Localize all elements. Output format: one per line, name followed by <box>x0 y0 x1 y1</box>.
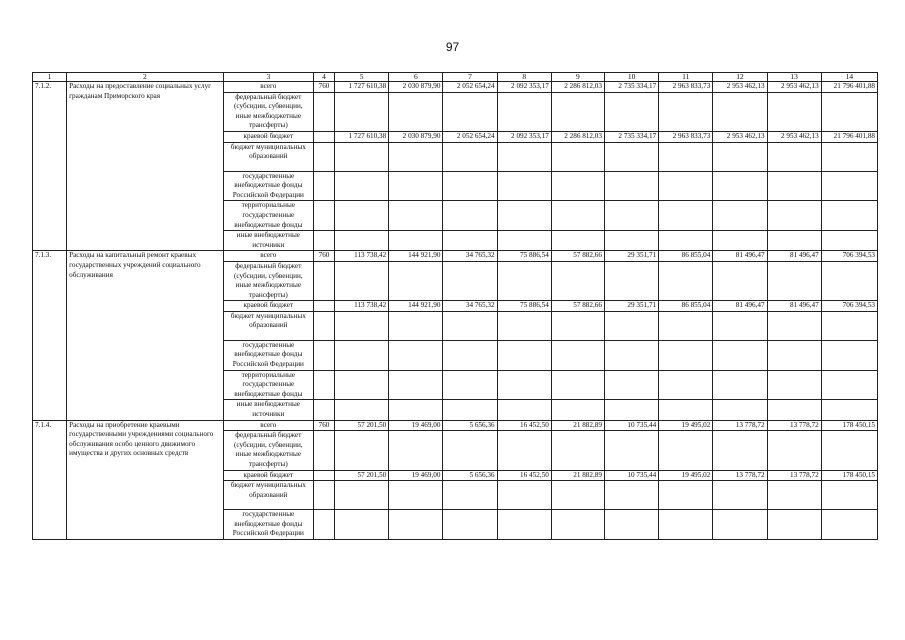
value-cell: 2 286 812,03 <box>551 82 604 93</box>
value-cell: 13 778,72 <box>713 420 767 431</box>
value-cell: 13 778,72 <box>767 470 821 481</box>
empty-cell <box>313 311 334 340</box>
empty-cell <box>821 370 877 400</box>
empty-cell <box>551 431 604 470</box>
column-number: 12 <box>713 73 767 82</box>
column-number: 14 <box>821 73 877 82</box>
empty-cell <box>604 142 658 171</box>
column-number: 4 <box>313 73 334 82</box>
value-cell: 2 963 833,73 <box>659 82 713 93</box>
empty-cell <box>713 311 767 340</box>
value-cell: 2 052 654,24 <box>443 131 497 142</box>
empty-cell <box>604 92 658 131</box>
empty-cell <box>713 201 767 231</box>
empty-cell <box>313 470 334 481</box>
value-cell: 81 496,47 <box>767 301 821 312</box>
value-cell: 13 778,72 <box>767 420 821 431</box>
empty-cell <box>389 231 443 251</box>
empty-cell <box>767 510 821 540</box>
empty-cell <box>821 311 877 340</box>
value-cell: 86 855,04 <box>659 251 713 262</box>
empty-cell <box>767 311 821 340</box>
column-number-row <box>33 73 878 82</box>
empty-cell <box>604 261 658 300</box>
value-cell: 29 351,71 <box>604 251 658 262</box>
value-cell: 178 450,15 <box>821 470 877 481</box>
funding-source: федеральный бюджет (субсидии, субвенции, иные межбюджетные трансферты) <box>223 92 313 131</box>
empty-cell <box>821 231 877 251</box>
empty-cell <box>443 510 497 540</box>
empty-cell <box>713 481 767 510</box>
row-kod: 760 <box>313 82 334 93</box>
value-cell: 5 656,36 <box>443 420 497 431</box>
column-number: 8 <box>497 73 551 82</box>
empty-cell <box>821 142 877 171</box>
empty-cell <box>313 171 334 201</box>
empty-cell <box>821 400 877 420</box>
empty-cell <box>313 261 334 300</box>
empty-cell <box>604 231 658 251</box>
column-number: 2 <box>67 73 224 82</box>
value-cell: 1 727 610,38 <box>335 82 389 93</box>
column-number: 7 <box>443 73 497 82</box>
column-number: 11 <box>659 73 713 82</box>
value-cell: 75 886,54 <box>497 251 551 262</box>
funding-source: территориальные государственные внебюджетные фонды <box>223 370 313 400</box>
empty-cell <box>604 481 658 510</box>
value-cell: 81 496,47 <box>767 251 821 262</box>
empty-cell <box>497 311 551 340</box>
funding-source: федеральный бюджет (субсидии, субвенции, иные межбюджетные трансферты) <box>223 431 313 470</box>
empty-cell <box>443 92 497 131</box>
empty-cell <box>767 340 821 370</box>
empty-cell <box>604 311 658 340</box>
empty-cell <box>335 400 389 420</box>
empty-cell <box>659 231 713 251</box>
empty-cell <box>335 370 389 400</box>
value-cell: 57 201,50 <box>335 470 389 481</box>
table-row <box>33 251 878 262</box>
empty-cell <box>497 171 551 201</box>
funding-source: иные внебюджетные источники <box>223 400 313 420</box>
empty-cell <box>389 400 443 420</box>
empty-cell <box>443 201 497 231</box>
value-cell: 21 882,89 <box>551 420 604 431</box>
empty-cell <box>604 400 658 420</box>
empty-cell <box>551 142 604 171</box>
row-code: 7.1.2. <box>33 82 67 251</box>
empty-cell <box>551 510 604 540</box>
empty-cell <box>659 171 713 201</box>
empty-cell <box>497 261 551 300</box>
value-cell: 57 201,50 <box>335 420 389 431</box>
empty-cell <box>313 370 334 400</box>
empty-cell <box>389 370 443 400</box>
empty-cell <box>313 400 334 420</box>
empty-cell <box>659 431 713 470</box>
value-cell: 75 886,54 <box>497 301 551 312</box>
empty-cell <box>604 431 658 470</box>
value-cell: 81 496,47 <box>713 301 767 312</box>
empty-cell <box>313 231 334 251</box>
row-code: 7.1.4. <box>33 420 67 539</box>
empty-cell <box>389 261 443 300</box>
value-cell: 86 855,04 <box>659 301 713 312</box>
table-row <box>33 82 878 93</box>
empty-cell <box>821 340 877 370</box>
empty-cell <box>443 431 497 470</box>
empty-cell <box>713 261 767 300</box>
value-cell: 2 953 462,13 <box>713 131 767 142</box>
empty-cell <box>443 370 497 400</box>
empty-cell <box>659 340 713 370</box>
budget-table <box>32 72 878 540</box>
empty-cell <box>713 510 767 540</box>
empty-cell <box>821 431 877 470</box>
empty-cell <box>551 311 604 340</box>
empty-cell <box>713 231 767 251</box>
value-cell: 16 452,50 <box>497 420 551 431</box>
empty-cell <box>497 201 551 231</box>
value-cell: 19 495,02 <box>659 470 713 481</box>
empty-cell <box>497 92 551 131</box>
row-name: Расходы на предоставление социальных услуг гражданам Приморского края <box>67 82 224 251</box>
value-cell: 2 286 812,03 <box>551 131 604 142</box>
empty-cell <box>497 370 551 400</box>
column-number: 9 <box>551 73 604 82</box>
empty-cell <box>443 400 497 420</box>
empty-cell <box>313 142 334 171</box>
value-cell: 2 092 353,17 <box>497 82 551 93</box>
empty-cell <box>767 400 821 420</box>
empty-cell <box>821 261 877 300</box>
empty-cell <box>551 231 604 251</box>
value-cell: 57 882,66 <box>551 301 604 312</box>
empty-cell <box>821 171 877 201</box>
funding-source: бюджет муниципальных образований <box>223 311 313 340</box>
empty-cell <box>313 481 334 510</box>
funding-source: краевой бюджет <box>223 470 313 481</box>
funding-source: бюджет муниципальных образований <box>223 481 313 510</box>
value-cell: 1 727 610,38 <box>335 131 389 142</box>
empty-cell <box>767 142 821 171</box>
empty-cell <box>313 131 334 142</box>
value-cell: 2 963 833,73 <box>659 131 713 142</box>
value-cell: 178 450,15 <box>821 420 877 431</box>
empty-cell <box>713 340 767 370</box>
funding-source: государственные внебюджетные фонды Российской Федерации <box>223 340 313 370</box>
empty-cell <box>497 431 551 470</box>
empty-cell <box>659 400 713 420</box>
empty-cell <box>713 400 767 420</box>
empty-cell <box>821 510 877 540</box>
funding-source: всего <box>223 82 313 93</box>
empty-cell <box>604 171 658 201</box>
empty-cell <box>389 510 443 540</box>
value-cell: 2 030 879,90 <box>389 131 443 142</box>
empty-cell <box>713 171 767 201</box>
empty-cell <box>335 201 389 231</box>
funding-source: государственные внебюджетные фонды Российской Федерации <box>223 510 313 540</box>
column-number: 10 <box>604 73 658 82</box>
row-name: Расходы на приобретение краевыми государственными учреждениями социального обслуживания особо ценного движимого имущества и других основных средств <box>67 420 224 539</box>
empty-cell <box>821 92 877 131</box>
value-cell: 16 452,50 <box>497 470 551 481</box>
value-cell: 10 735,44 <box>604 420 658 431</box>
value-cell: 29 351,71 <box>604 301 658 312</box>
empty-cell <box>313 510 334 540</box>
empty-cell <box>389 92 443 131</box>
column-number: 3 <box>223 73 313 82</box>
empty-cell <box>713 431 767 470</box>
empty-cell <box>821 201 877 231</box>
empty-cell <box>335 481 389 510</box>
empty-cell <box>335 92 389 131</box>
column-number: 5 <box>335 73 389 82</box>
funding-source: государственные внебюджетные фонды Российской Федерации <box>223 171 313 201</box>
table-row <box>33 420 878 431</box>
empty-cell <box>551 340 604 370</box>
value-cell: 2 735 334,17 <box>604 82 658 93</box>
value-cell: 144 921,90 <box>389 251 443 262</box>
value-cell: 19 469,00 <box>389 470 443 481</box>
value-cell: 5 656,36 <box>443 470 497 481</box>
empty-cell <box>335 261 389 300</box>
empty-cell <box>389 171 443 201</box>
empty-cell <box>767 201 821 231</box>
empty-cell <box>335 311 389 340</box>
empty-cell <box>604 340 658 370</box>
funding-source: всего <box>223 251 313 262</box>
empty-cell <box>335 510 389 540</box>
empty-cell <box>767 231 821 251</box>
funding-source: федеральный бюджет (субсидии, субвенции, иные межбюджетные трансферты) <box>223 261 313 300</box>
empty-cell <box>389 201 443 231</box>
empty-cell <box>443 261 497 300</box>
empty-cell <box>497 481 551 510</box>
empty-cell <box>313 340 334 370</box>
empty-cell <box>713 370 767 400</box>
value-cell: 19 469,00 <box>389 420 443 431</box>
empty-cell <box>497 142 551 171</box>
empty-cell <box>443 171 497 201</box>
empty-cell <box>659 370 713 400</box>
empty-cell <box>443 311 497 340</box>
funding-source: территориальные государственные внебюджетные фонды <box>223 201 313 231</box>
empty-cell <box>443 231 497 251</box>
empty-cell <box>335 431 389 470</box>
value-cell: 113 738,42 <box>335 251 389 262</box>
empty-cell <box>551 481 604 510</box>
empty-cell <box>767 261 821 300</box>
empty-cell <box>713 92 767 131</box>
empty-cell <box>313 201 334 231</box>
empty-cell <box>497 510 551 540</box>
empty-cell <box>497 400 551 420</box>
empty-cell <box>335 340 389 370</box>
value-cell: 706 394,53 <box>821 301 877 312</box>
value-cell: 2 953 462,13 <box>713 82 767 93</box>
empty-cell <box>443 340 497 370</box>
empty-cell <box>659 510 713 540</box>
empty-cell <box>335 171 389 201</box>
value-cell: 21 796 401,88 <box>821 131 877 142</box>
value-cell: 113 738,42 <box>335 301 389 312</box>
funding-source: иные внебюджетные источники <box>223 231 313 251</box>
empty-cell <box>443 481 497 510</box>
value-cell: 21 796 401,88 <box>821 82 877 93</box>
value-cell: 57 882,66 <box>551 251 604 262</box>
empty-cell <box>604 370 658 400</box>
empty-cell <box>389 311 443 340</box>
column-number: 1 <box>33 73 67 82</box>
empty-cell <box>659 481 713 510</box>
empty-cell <box>659 261 713 300</box>
value-cell: 10 735,44 <box>604 470 658 481</box>
empty-cell <box>313 431 334 470</box>
value-cell: 2 052 654,24 <box>443 82 497 93</box>
empty-cell <box>659 142 713 171</box>
empty-cell <box>551 171 604 201</box>
empty-cell <box>767 92 821 131</box>
value-cell: 2 735 334,17 <box>604 131 658 142</box>
empty-cell <box>767 370 821 400</box>
empty-cell <box>767 171 821 201</box>
funding-source: краевой бюджет <box>223 301 313 312</box>
value-cell: 19 495,02 <box>659 420 713 431</box>
row-name: Расходы на капитальный ремонт краевых государственных учреждений социального обслуживания <box>67 251 224 420</box>
row-kod: 760 <box>313 420 334 431</box>
page-number: 97 <box>445 40 460 54</box>
empty-cell <box>713 142 767 171</box>
row-code: 7.1.3. <box>33 251 67 420</box>
value-cell: 144 921,90 <box>389 301 443 312</box>
funding-source: бюджет муниципальных образований <box>223 142 313 171</box>
empty-cell <box>335 142 389 171</box>
column-number: 13 <box>767 73 821 82</box>
value-cell: 706 394,53 <box>821 251 877 262</box>
empty-cell <box>604 510 658 540</box>
empty-cell <box>767 481 821 510</box>
empty-cell <box>389 142 443 171</box>
empty-cell <box>389 340 443 370</box>
empty-cell <box>497 231 551 251</box>
row-kod: 760 <box>313 251 334 262</box>
empty-cell <box>551 400 604 420</box>
value-cell: 2 953 462,13 <box>767 131 821 142</box>
value-cell: 13 778,72 <box>713 470 767 481</box>
funding-source: краевой бюджет <box>223 131 313 142</box>
empty-cell <box>551 92 604 131</box>
empty-cell <box>389 481 443 510</box>
empty-cell <box>604 201 658 231</box>
column-number: 6 <box>389 73 443 82</box>
value-cell: 34 765,32 <box>443 301 497 312</box>
empty-cell <box>821 481 877 510</box>
value-cell: 2 092 353,17 <box>497 131 551 142</box>
empty-cell <box>443 142 497 171</box>
empty-cell <box>659 92 713 131</box>
value-cell: 2 030 879,90 <box>389 82 443 93</box>
empty-cell <box>313 301 334 312</box>
empty-cell <box>389 431 443 470</box>
value-cell: 81 496,47 <box>713 251 767 262</box>
empty-cell <box>767 431 821 470</box>
funding-source: всего <box>223 420 313 431</box>
empty-cell <box>551 201 604 231</box>
value-cell: 21 882,89 <box>551 470 604 481</box>
empty-cell <box>659 311 713 340</box>
empty-cell <box>497 340 551 370</box>
empty-cell <box>659 201 713 231</box>
empty-cell <box>551 261 604 300</box>
empty-cell <box>313 92 334 131</box>
value-cell: 2 953 462,13 <box>767 82 821 93</box>
empty-cell <box>551 370 604 400</box>
empty-cell <box>335 231 389 251</box>
value-cell: 34 765,32 <box>443 251 497 262</box>
